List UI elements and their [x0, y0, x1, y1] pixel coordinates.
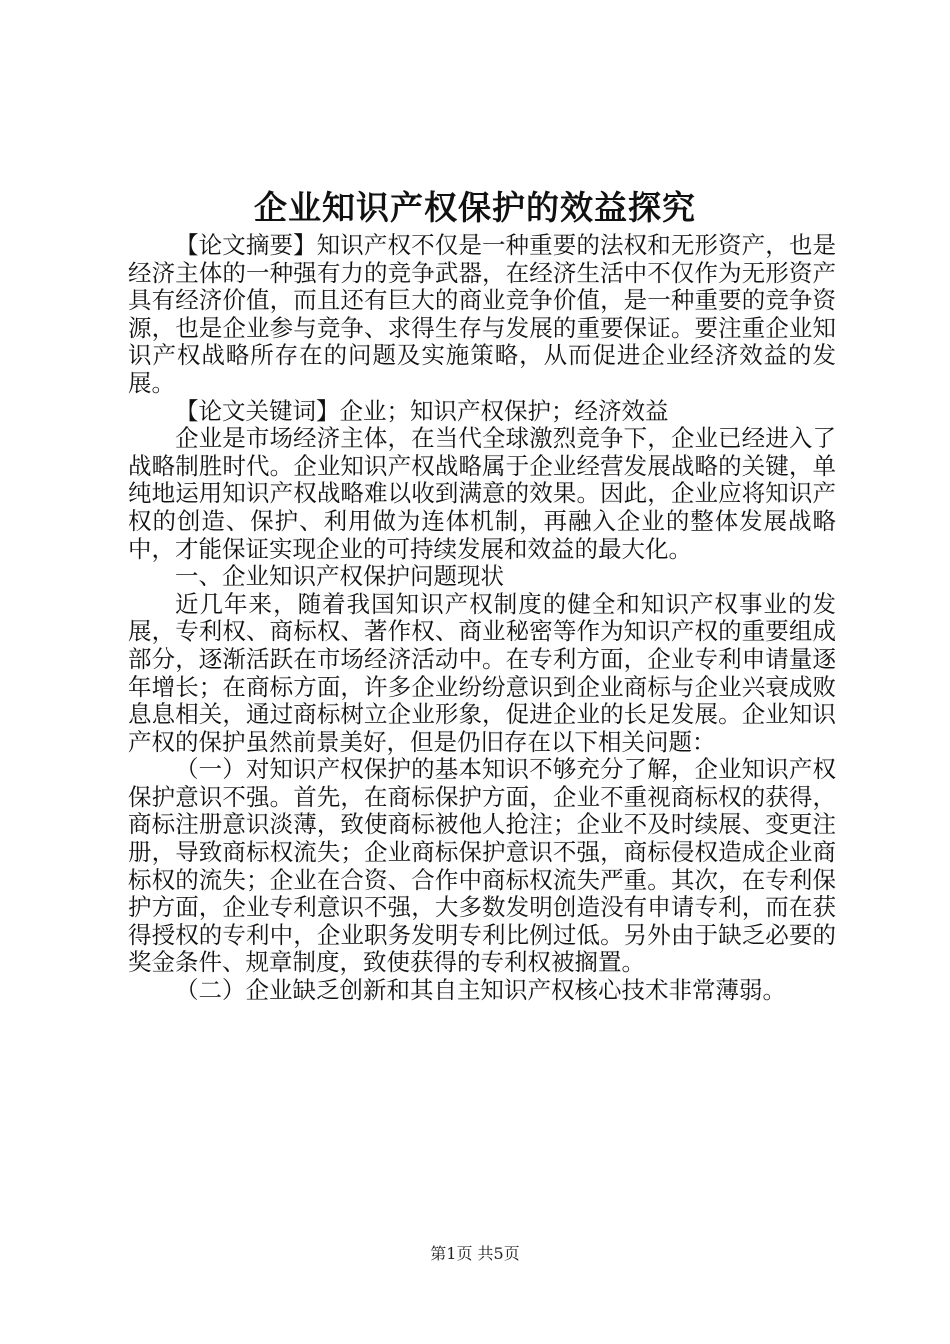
- section-heading: 一、企业知识产权保护问题现状: [175, 562, 504, 591]
- keywords-paragraph: 【论文关键词】企业；知识产权保护；经济效益: [175, 396, 669, 425]
- document-body: [128, 232, 836, 1005]
- document-title: 企业知识产权保护的效益探究: [254, 188, 696, 227]
- intro-paragraph: 企业是市场经济主体，在当代全球激烈竞争下，企业已经进入了战略制胜时代。企业知识产权战略属于企业经营发展战略的关键，单纯地运用知识产权战略难以收到满意的效果。因此，企业应将知识产权的创造、保护、利用做为连体机制，再融入企业的整体发展战略中，才能保证实现企业的可持续发展和效益的最大化。: [128, 424, 836, 563]
- body-paragraph: （一）对知识产权保护的基本知识不够充分了解，企业知识产权保护意识不强。首先，在商标保护方面，企业不重视商标权的获得，商标注册意识淡薄，致使商标被他人抢注；企业不及时续展、变更注册，导致商标权流失；企业商标保护意识不强，商标侵权造成企业商标权的流失；企业在合资、合作中商标权流失严重。其次，在专利保护方面，企业专利意识不强，大多数发明创造没有申请专利，而在获得授权的专利中，企业职务发明专利比例过低。另外由于缺乏必要的奖金条件、规章制度，致使获得的专利权被搁置。: [128, 755, 836, 977]
- body-paragraph: 近几年来，随着我国知识产权制度的健全和知识产权事业的发展，专利权、商标权、著作权、商业秘密等作为知识产权的重要组成部分，逐渐活跃在市场经济活动中。在专利方面，企业专利申请量逐年增长；在商标方面，许多企业纷纷意识到企业商标与企业兴衰成败息息相关，通过商标树立企业形象，促进企业的长足发展。企业知识产权的保护虽然前景美好，但是仍旧存在以下相关问题：: [128, 589, 836, 756]
- page-footer: 第1页 共5页: [430, 1244, 520, 1263]
- abstract-paragraph: 【论文摘要】知识产权不仅是一种重要的法权和无形资产，也是经济主体的一种强有力的竞争武器，在经济生活中不仅作为无形资产具有经济价值，而且还有巨大的商业竞争价值，是一种重要的竞争资源，也是企业参与竞争、求得生存与发展的重要保证。要注重企业知识产权战略所存在的问题及实施策略，从而促进企业经济效益的发展。: [128, 231, 836, 397]
- body-paragraph: （二）企业缺乏创新和其自主知识产权核心技术非常薄弱。: [175, 976, 786, 1005]
